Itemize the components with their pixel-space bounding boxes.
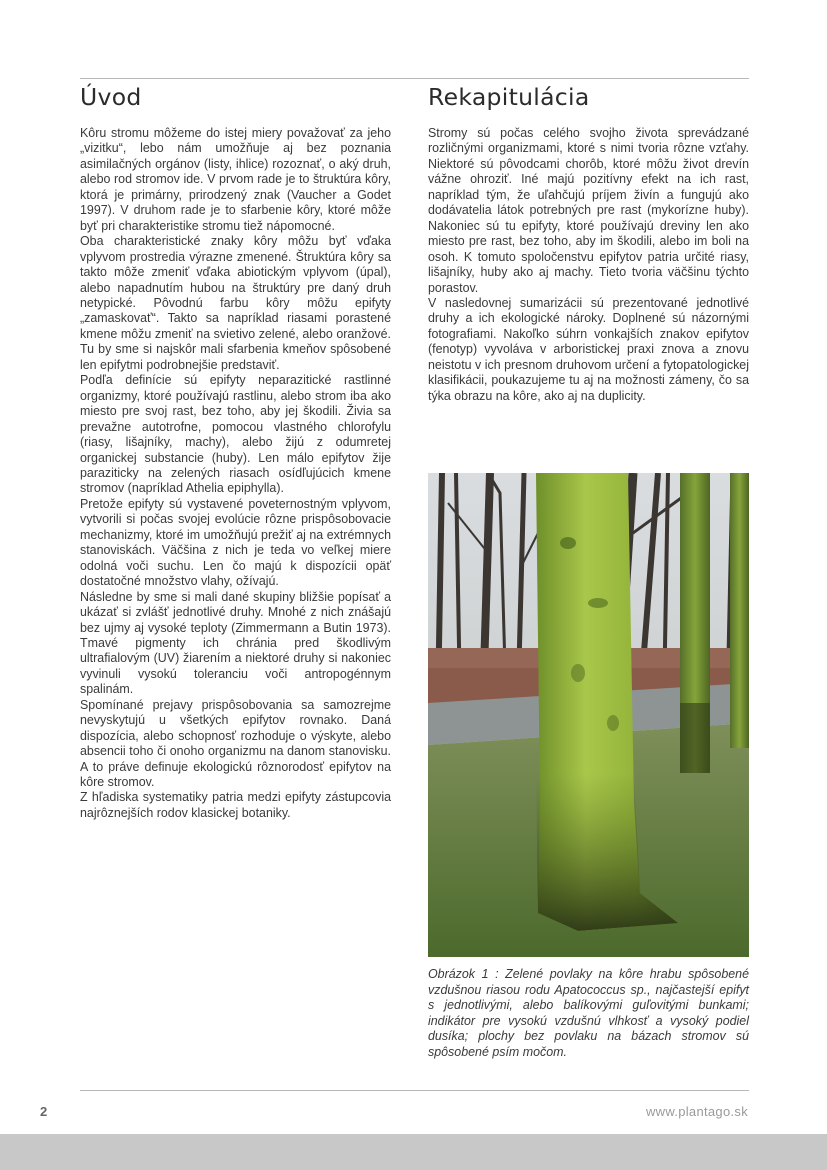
tree-photo [428, 473, 749, 957]
footer-band [0, 1134, 827, 1170]
recap-column [428, 80, 749, 404]
intro-body [80, 126, 391, 821]
intro-paragraph: Kôru stromu môžeme do istej miery považovať za jeho „vizitku“, lebo nám umožňuje aj bez poznania asimilačných orgánov (listy, ihlice) rozoznať, o aký druh, alebo rod stromov ide. V prvom rade je to štruktúra kôry, ktorá je primárny, prirodzený znak (Vaucher a Godet 1997). V druhom rade je to sfarbenie kôry, ktoré môže byť pri charakteristike stromu tiež nápomocné. [80, 126, 391, 233]
bottom-rule [80, 1090, 749, 1091]
intro-paragraph: Oba charakteristické znaky kôry môžu byť vďaka vplyvom prostredia výrazne zmenené. Štruktúra kôry sa takto môže zmeniť vďaka abiotickým vplyvom (úpal), alebo napadnutím hubou na štruktúry pre daný druh netypické. Pôvodnú farbu kôry môžu epifyty „zamaskovať“. Takto sa napríklad riasami porastené kmene môžu zmeniť na svietivo zelené, alebo oranžové. Tu by sme si najskôr mali sfarbenia kmeňov spôsobené len epifytmi podrobnejšie predstaviť. [80, 234, 391, 372]
recap-paragraph: Stromy sú počas celého svojho života sprevádzané rozličnými organizmami, ktoré s nimi tvoria rôzne vzťahy. Niektoré sú pôvodcami chorôb, ktoré môžu život drevín vážne ohroziť. Iné majú pozitívny efekt na ich rast, napríklad tým, že uľahčujú príjem živín a fungujú ako dodávatelia látok potrebných pre rast (mykorízne huby). Nakoniec sú tu epifyty, ktoré používajú dreviny len ako miesto pre rast, bez toho, aby im škodili, alebo im boli na osoh. K tomuto spoločenstvu epifytov patria určité riasy, lišajníky, huby ako aj machy. Tieto tvoria väčšinu týchto porastov. [428, 126, 749, 295]
intro-paragraph: Z hľadiska systematiky patria medzi epifyty zástupcovia najrôznejších rodov klasickej botaniky. [80, 790, 391, 820]
recap-body [428, 126, 749, 404]
intro-paragraph: Spomínané prejavy prispôsobovania sa samozrejme nevyskytujú u všetkých epifytov rovnako. Daná dispozícia, alebo schopnosť rozhoduje o výskyte, alebo absencii toho či onoho organizmu na danom stanovisku. A to práve definuje ekologickú rôznorodosť epifytov na kôre stromov. [80, 697, 391, 790]
recap-paragraph: V nasledovnej sumarizácii sú prezentované jednotlivé druhy a ich ekologické nároky. Doplnené sú názornými fotografiami. Nakoľko súhrn vonkajších znakov epifytov (fenotyp) vyvoláva v arboristickej praxi znova a znovu neistotu v ich presnom druhovom určení a fytopatologickej klasifikácii, poukazujeme tu aj na možnosti zámeny, čo sa týka obrazu na kôre, ako aj na duplicity. [428, 295, 749, 403]
recap-heading: Rekapitulácia [428, 83, 590, 111]
intro-paragraph: Pretože epifyty sú vystavené poveternostným vplyvom, vytvorili si počas svojej evolúcie rôzne prispôsobovacie mechanizmy, ktoré im umožňujú prežiť aj na extrémnych stanoviskách. Väčšina z nich je teda vo veľkej miere odolná voči suchu. Len čo majú k dispozícii opäť dostatočné množstvo vlahy, ožívajú. [80, 496, 391, 589]
website-link[interactable]: www.plantago.sk [645, 1104, 748, 1119]
intro-heading: Úvod [80, 83, 142, 111]
intro-paragraph: Následne by sme si mali dané skupiny bližšie popísať a ukázať si zvlášť jednotlivé druhy. Mnohé z nich znášajú bez ujmy aj vysoké teploty (Zimmermann a Butin 1973). Tmavé pigmenty ich chránia pred škodlivým ultrafialovým (UV) žiarením a niektoré druhy si nakoniec vyvinuli vysokú toleranciu voči antropogénnym spalinám. [80, 589, 391, 697]
page-number: 2 [40, 1104, 48, 1119]
figure-caption: Obrázok 1 : Zelené povlaky na kôre hrabu spôsobené vzdušnou riasou rodu Apatococcus sp., najčastejší epifyt s jednotlivými, alebo balíkovými guľovitými bunkami; indikátor pre vysokú vzdušnú vlhkosť a vysoký podiel dusíka; plochy bez povlaku na bázach stromov sú spôsobené psím močom. [428, 967, 749, 1059]
intro-column [80, 80, 391, 821]
intro-paragraph: Podľa definície sú epifyty neparazitické rastlinné organizmy, ktoré používajú rastlinu, alebo strom iba ako miesto pre svoj rast, bez toho, aby jej škodili. Živia sa prevažne autotrofne, pomocou vlastného chlorofylu (riasy, lišajníky, machy), alebo žijú z odumretej organickej substancie (huby). Len málo epifytov žije paraziticky na zelených riasach osídľujúcich kmene stromov (napríklad Athelia epiphylla). [80, 373, 391, 496]
top-rule [80, 78, 749, 79]
